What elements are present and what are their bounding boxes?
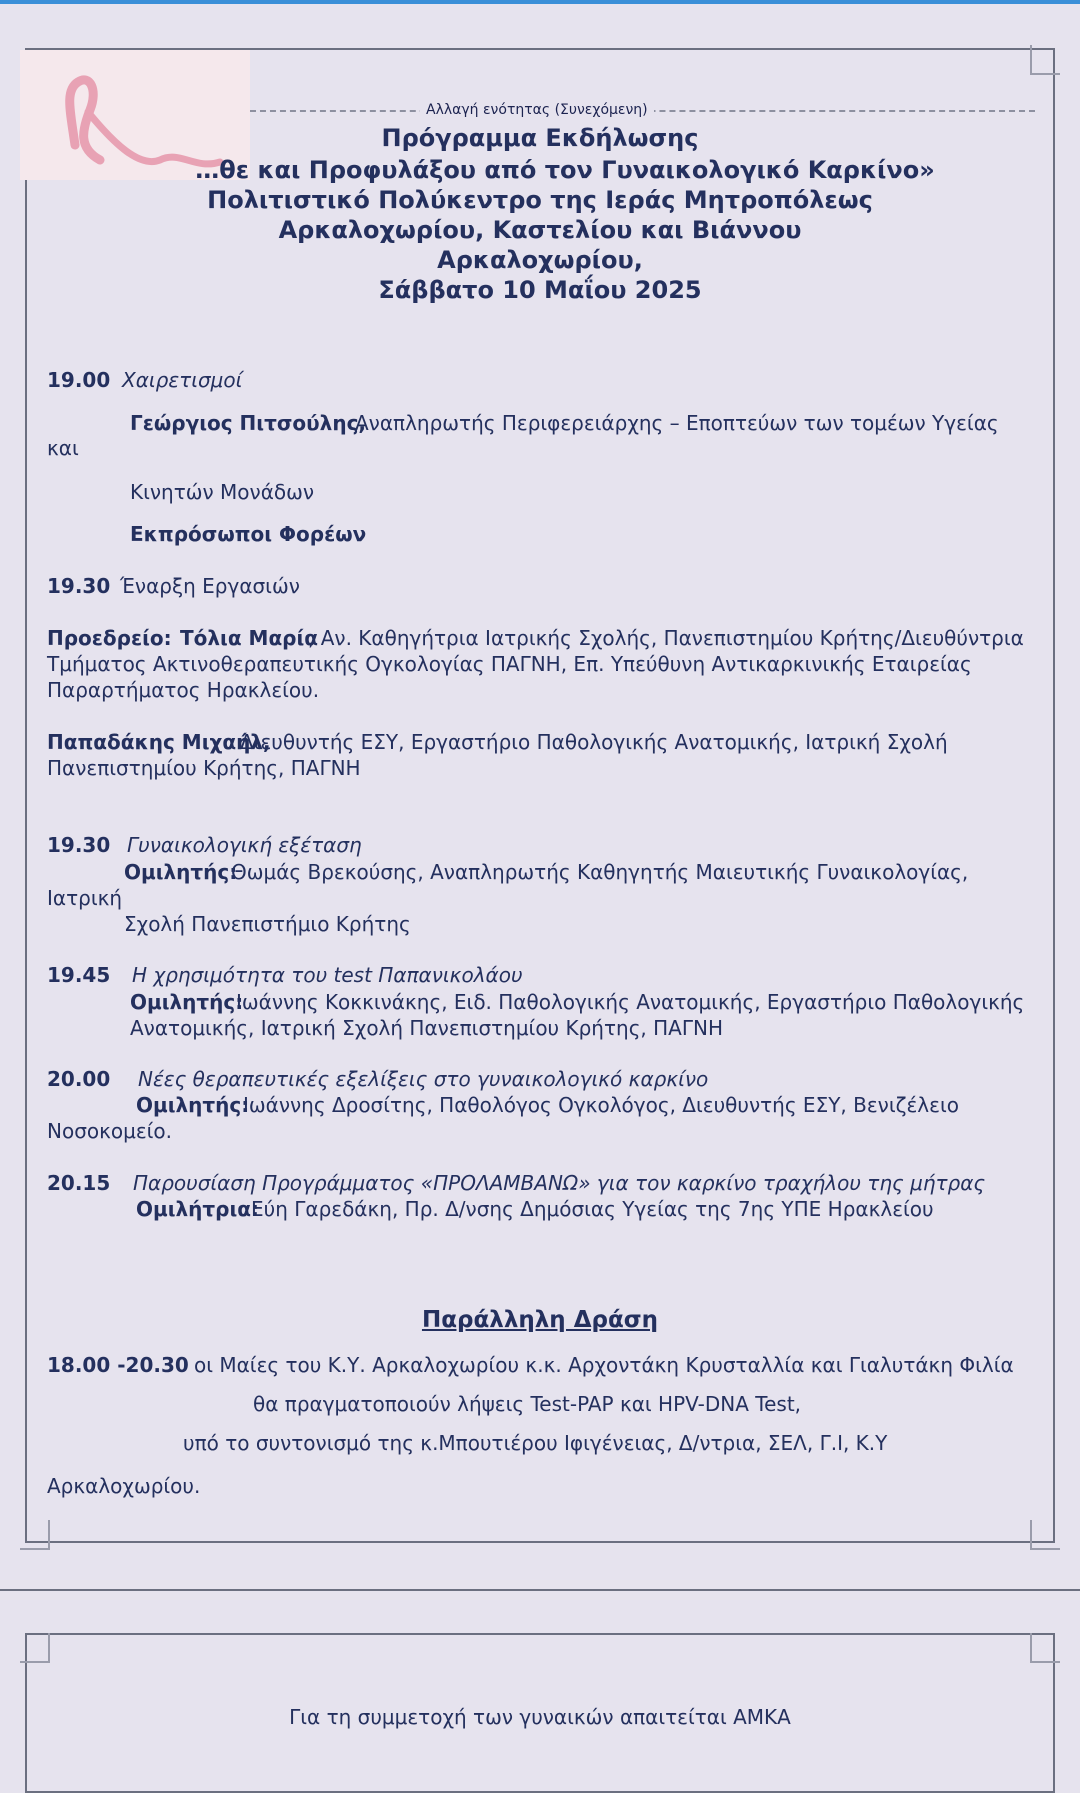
- crop-mark: [1030, 1520, 1060, 1550]
- speaker-role: Αναπληρωτής Περιφερειάρχης – Εποπτεύων των τομέων Υγείας: [355, 411, 999, 435]
- speaker-label: Ομιλητής:: [136, 1093, 250, 1117]
- parallel-action-text: οι Μαίες του Κ.Υ. Αρκαλοχωρίου κ.κ. Αρχοντάκη Κρυσταλλία και Γιαλυτάκη Φιλία: [194, 1353, 1014, 1377]
- presidium-label: Προεδρείο:: [47, 626, 172, 650]
- time-label: 19.30: [47, 574, 111, 598]
- chair-description: Διευθυντής ΕΣΥ, Εργαστήριο Παθολογικής Ανατομικής, Ιατρική Σχολή: [240, 730, 948, 754]
- venue-line: Αρκαλοχωρίου,: [437, 246, 643, 274]
- chair-description: Πανεπιστημίου Κρήτης, ΠΑΓΝΗ: [47, 756, 361, 780]
- time-label: 19.30: [47, 833, 111, 857]
- time-label: 20.15: [47, 1171, 111, 1195]
- session-title: Γυναικολογική εξέταση: [127, 833, 362, 857]
- page-separator: [0, 1589, 1080, 1591]
- session-title: Η χρησιμότητα του test Παπανικολάου: [132, 963, 523, 987]
- chair-description: Παραρτήματος Ηρακλείου.: [47, 678, 320, 702]
- session-title: Χαιρετισμοί: [122, 368, 243, 392]
- parallel-action-heading: Παράλληλη Δράση: [421, 1307, 659, 1333]
- chair-name: Παπαδάκης Μιχαήλ,: [47, 730, 271, 754]
- chair-description: Τμήματος Ακτινοθεραπευτικής Ογκολογίας ΠΑΓΝΗ, Επ. Υπεύθυνη Αντικαρκινικής Εταιρείας: [47, 652, 972, 676]
- speaker-details: Νοσοκομείο.: [47, 1119, 173, 1143]
- speaker-label: Ομιλητής:: [124, 860, 238, 884]
- time-label: 20.00: [47, 1067, 111, 1091]
- crop-mark: [20, 1633, 50, 1663]
- window-top-bar: [0, 0, 1080, 4]
- speaker-details: Εύη Γαρεδάκη, Πρ. Δ/νσης Δημόσιας Υγείας της 7ης ΥΠΕ Ηρακλείου: [251, 1197, 934, 1221]
- speaker-details: Ανατομικής, Ιατρική Σχολή Πανεπιστημίου Κρήτης, ΠΑΓΝΗ: [130, 1016, 724, 1040]
- speaker-details: Θωμάς Βρεκούσης, Αναπληρωτής Καθηγητής Μαιευτικής Γυναικολογίας,: [231, 860, 969, 884]
- session-title: Νέες θεραπευτικές εξελίξεις στο γυναικολογικό καρκίνο: [138, 1067, 709, 1091]
- speaker-details: Ιωάννης Κοκκινάκης, Ειδ. Παθολογικής Ανατομικής, Εργαστήριο Παθολογικής: [236, 990, 1025, 1014]
- speaker-details: Ιωάννης Δροσίτης, Παθολόγος Ογκολόγος, Διευθυντής ΕΣΥ, Βενιζέλειο: [243, 1093, 959, 1117]
- crop-mark: [1030, 45, 1060, 75]
- program-title: Πρόγραμμα Εκδήλωσης: [381, 124, 699, 152]
- speaker-label: Ομιλητής:: [130, 990, 244, 1014]
- chair-description: , Αν. Καθηγήτρια Ιατρικής Σχολής, Πανεπιστημίου Κρήτης/Διευθύντρια: [308, 626, 1024, 650]
- campaign-name: …θε και Προφυλάξου από τον Γυναικολογικό Καρκίνο»: [195, 156, 935, 184]
- venue-line: Πολιτιστικό Πολύκεντρο της Ιεράς Μητροπόλεως: [207, 186, 873, 214]
- session-title: Παρουσίαση Προγράμματος «ΠΡΟΛΑΜΒΑΝΩ» για τον καρκίνο τραχήλου της μήτρας: [133, 1171, 986, 1195]
- crop-mark: [20, 1520, 50, 1550]
- conjunction-text: και: [47, 436, 79, 460]
- event-date: Σάββατο 10 Μαΐου 2025: [378, 276, 702, 304]
- section-break-label: Αλλαγή ενότητας (Συνεχόμενη): [420, 102, 654, 118]
- footer-note: Για τη συμμετοχή των γυναικών απαιτείται ΑΜΚΑ: [289, 1705, 791, 1729]
- parallel-action-text: υπό το συντονισμό της κ.Μπουτιέρου Ιφιγένειας, Δ/ντρια, ΣΕΛ, Γ.Ι, Κ.Υ: [183, 1431, 888, 1455]
- speaker-label: Ομιλήτρια:: [136, 1197, 260, 1221]
- time-label: 18.00 -20.30: [47, 1353, 189, 1377]
- chair-name: Τόλια Μαρία: [180, 626, 319, 650]
- parallel-action-text: θα πραγματοποιούν λήψεις Test-PAP και HPV-DNA Test,: [253, 1392, 802, 1416]
- time-label: 19.00: [47, 368, 111, 392]
- speaker-details: Ιατρική: [47, 886, 123, 910]
- venue-line: Αρκαλοχωρίου, Καστελίου και Βιάννου: [278, 216, 802, 244]
- speaker-name: Γεώργιος Πιτσούλης,: [130, 411, 367, 435]
- representatives-label: Εκπρόσωποι Φορέων: [130, 522, 367, 546]
- speaker-role-cont: Κινητών Μονάδων: [130, 480, 315, 504]
- parallel-action-text: Αρκαλοχωρίου.: [47, 1474, 201, 1498]
- speaker-details: Σχολή Πανεπιστήμιο Κρήτης: [124, 912, 411, 936]
- time-label: 19.45: [47, 963, 111, 987]
- session-title: Έναρξη Εργασιών: [120, 574, 300, 598]
- crop-mark: [1030, 1633, 1060, 1663]
